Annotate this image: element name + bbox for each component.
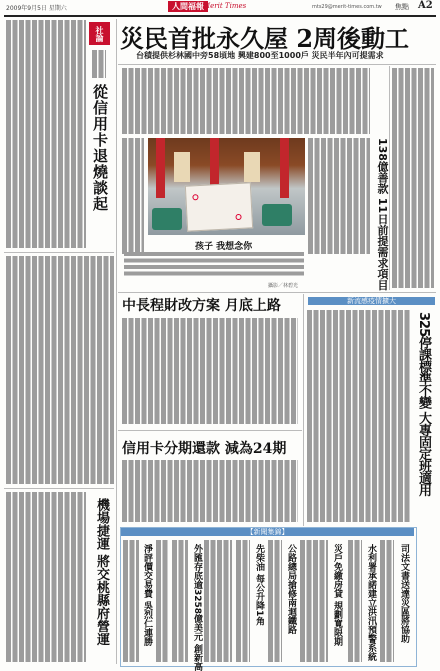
brief-text [236,540,250,662]
brief-text [300,540,328,662]
divider [118,64,436,65]
main-subhead: 台積提供杉林國中旁58頃地 興建800至1000戶 災民半年內可提需求 [136,51,384,60]
heart-drawing [192,194,198,200]
news-brief-band: 【新聞集錦】 [121,528,414,536]
flu-headline: 325停課標準不變 大專固定班適用 [416,312,431,496]
brief-headline: 司法文書送達災區將協助 [399,544,409,643]
brief-headline: 淨評價交易費 吳烈仁連勝 [142,544,152,647]
brand-logo: 人間福報 [168,1,208,12]
news-photo [148,138,305,235]
editorial-lead [92,50,106,78]
contact-email: mts29@merit-times.com.tw [312,4,382,10]
brief-headline: 先柴油 每公升降1角 [254,544,264,626]
brief-text [380,540,394,662]
editorial-badge: 社論 [89,22,110,45]
main-story-text [122,68,370,134]
photo-caption: 孩子 我想念你 [195,242,253,252]
credit-headline: 信用卡分期還款 減為24期 [122,441,287,457]
brief-headline: 災戶免繳房貸 規劃寬限期 [332,544,342,647]
column-divider [116,19,117,664]
chair [152,208,182,230]
editorial-text [6,20,86,248]
airport-headline: 機場捷運 將交桃縣府營運 [94,498,109,646]
heart-drawing [235,214,241,220]
memorial-banner [244,152,260,182]
memorial-banner [174,152,190,182]
editorial-continued [6,256,114,484]
masthead [0,0,440,15]
side-story-text [392,68,434,288]
brief-headline: 水利署承諾建立洪汛預警系統 [366,544,376,661]
side-headline: 138億善款 11日前提需求項目 [376,138,389,291]
handwritten-note [185,182,253,231]
brief-text [268,540,282,662]
divider [118,292,436,293]
brief-text [348,540,362,662]
column-divider [389,66,390,290]
issue-date: 2009年9月5日 星期六 [6,5,67,12]
brief-text [123,540,139,662]
finance-text [122,318,298,424]
chair [262,204,292,226]
temple-pillar [156,138,165,198]
divider [4,488,114,489]
flu-band: 新流感疫情擴大 [308,297,435,305]
main-story-text [308,138,370,254]
credit-text [122,460,298,522]
brief-headline: 公路總局搶修南迴鐵路 [286,544,296,634]
brief-headline: 外匯存底逾3258億美元 創新高 [192,544,202,671]
editorial-title: 從信用卡退燒談起 [91,84,109,212]
brief-text [172,540,188,662]
main-story-text [122,138,144,254]
page-number: A2 [418,0,433,11]
divider [118,430,302,431]
divider [4,252,114,253]
brand-english: Merit Times [203,2,247,10]
caption-text [124,252,304,278]
brief-text [156,540,168,662]
temple-pillar [280,138,289,198]
column-divider [303,294,304,526]
photo-credit: 攝影／林碧光 [268,283,299,289]
main-headline: 災民首批永久屋 2周後動工 [120,24,410,53]
masthead-rule [4,15,436,17]
section-name: 焦點 [395,3,409,11]
brief-text [204,540,232,662]
finance-headline: 中長程財改方案 月底上路 [122,298,281,314]
flu-text [307,310,410,522]
airport-text [6,492,86,662]
